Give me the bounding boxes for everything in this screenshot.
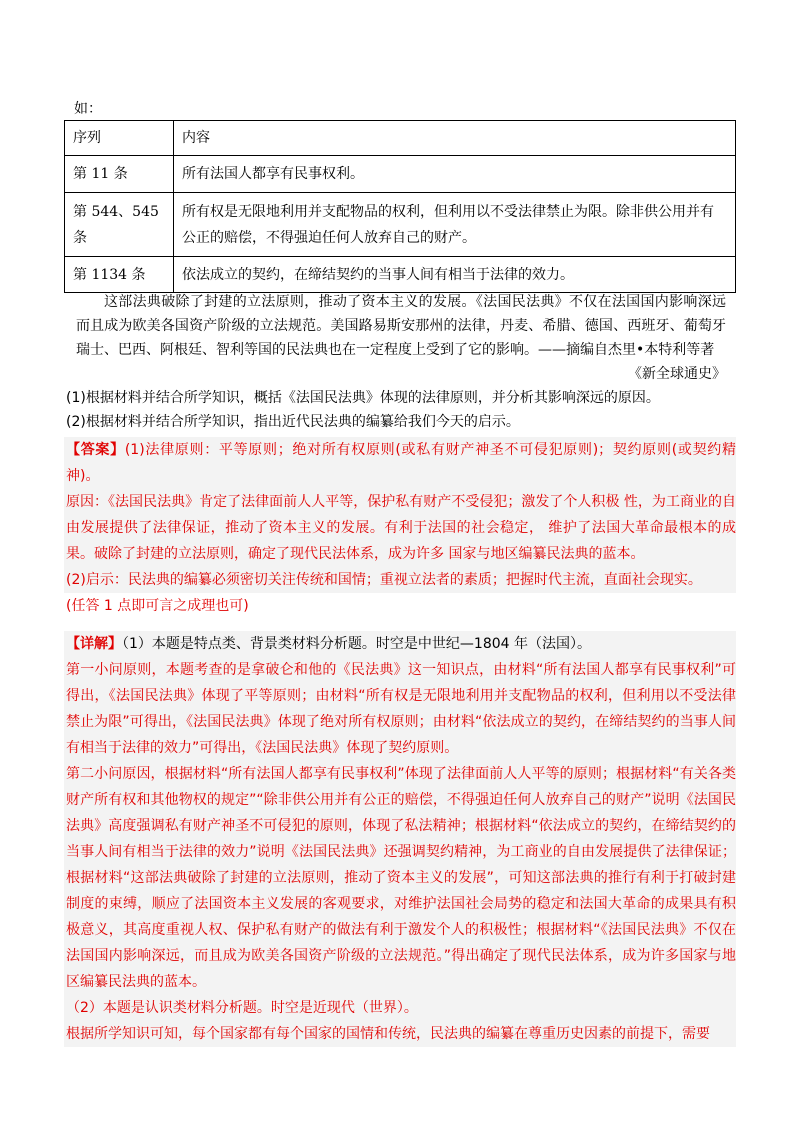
- question-2: (2)根据材料并结合所学知识，指出近代民法典的编纂给我们今天的启示。: [66, 414, 520, 430]
- answer-line-1: [66, 437, 736, 489]
- questions-block: [66, 386, 736, 434]
- passage-source: 《新全球通史》: [628, 366, 726, 382]
- answer-tag: 【答案】: [66, 442, 125, 458]
- detail-paragraph-3: （2）本题是认识类材料分析题。时空是近现代（世界）。: [66, 1000, 418, 1016]
- answer-line-3: (2)启示：民法典的编纂必须密切关注传统和国情；重视立法者的素质；把握时代主流，直面社会现实。: [66, 572, 702, 588]
- table-cell-content: 依法成立的契约，在缔结契约的当事人间有相当于法律的效力。: [174, 257, 736, 293]
- table-row: [65, 193, 736, 257]
- table-row: [65, 257, 736, 293]
- detail-first: （1）本题是特点类、背景类材料分析题。时空是中世纪—1804 年（法国）。: [122, 636, 591, 652]
- table-header-content: 内容: [174, 121, 736, 156]
- table-header-row: [65, 121, 736, 156]
- table-header-seq: 序列: [65, 121, 174, 156]
- question-1: (1)根据材料并结合所学知识，概括《法国民法典》体现的法律原则，并分析其影响深远的原因。: [66, 390, 660, 406]
- detail-block: [64, 631, 736, 1047]
- source-passage: [76, 290, 726, 386]
- detail-paragraph-4: 根据所学知识可知，每个国家都有每个国家的国情和传统，民法典的编纂在尊重历史因素的前提下，需要: [66, 1026, 710, 1042]
- answer-line-2: 原因：《法国民法典》肯定了法律面前人人平等，保护私有财产不受侵犯；激发了个人积极 性，为工商业的自由发展提供了法律保证，推动了资本主义的发展。有利于法国的社会稳定， 维护了法国大革命最根本的成果。破除了封建的立法原则，确定了现代民法体系，成为许多 国家与地区编纂民法典的蓝本。: [66, 494, 736, 562]
- answer-text-1: (1)法律原则：平等原则；绝对所有权原则(或私有财产神圣不可侵犯原则)；契约原则(或契约精神)。: [66, 442, 736, 484]
- detail-tag: 【详解】: [66, 636, 122, 652]
- law-articles-table: [64, 120, 736, 293]
- detail-intro: [66, 631, 736, 657]
- detail-paragraph-2: 第二小问原因，根据材料“所有法国人都享有民事权利”体现了法律面前人人平等的原则；根据材料“有关各类财产所有权和其他物权的规定”“除非供公用并有公正的赔偿，不得强迫任何人放弃自己的财产”说明《法国民法典》高度强调私有财产神圣不可侵犯的原则，体现了私法精神；根据材料“依法成立的契约，在缔结契约的当事人间有相当于法律的效力”说明《法国民法典》还强调契约精神，为工商业的自由发展提供了法律保证；根据材料“这部法典破除了封建的立法原则，推动了资本主义的发展”，可知这部法典的推行有利于打破封建制度的束缚，顺应了法国资本主义发展的客观要求，对维护法国社会局势的稳定和法国大革命的成果具有积极意义，其高度重视人权、保护私有财产的做法有利于激发个人的积极性；根据材料“《法国民法典》不仅在法国国内影响深远，而且成为欧美各国资产阶级的立法规范。”得出确定了现代民法体系，成为许多国家与地区编纂民法典的蓝本。: [66, 766, 736, 990]
- table-cell-seq: 第 11 条: [65, 156, 174, 193]
- table-cell-seq: 第 1134 条: [65, 257, 174, 293]
- table-cell-seq: 第 544、545 条: [65, 193, 174, 257]
- intro-text: 如：: [74, 101, 102, 117]
- table-cell-content: 所有权是无限地利用并支配物品的权利，但利用以不受法律禁止为限。除非供公用并有公正的赔偿，不得强迫任何人放弃自己的财产。: [174, 193, 736, 257]
- answer-block: [64, 437, 736, 614]
- answer-line-4: (任答 1 点即可言之成理也可): [66, 598, 249, 614]
- table-cell-content: 所有法国人都享有民事权利。: [174, 156, 736, 193]
- detail-paragraph-1: 第一小问原则，本题考查的是拿破仑和他的《民法典》这一知识点，由材料“所有法国人都享有民事权利”可得出，《法国民法典》体现了平等原则；由材料“所有权是无限地利用并支配物品的权利，但利用以不受法律禁止为限”可得出，《法国民法典》体现了绝对所有权原则；由材料“依法成立的契约，在缔结契约的当事人间有相当于法律的效力”可得出，《法国民法典》体现了契约原则。: [66, 662, 736, 756]
- table-row: [65, 156, 736, 193]
- passage-body: 这部法典破除了封建的立法原则，推动了资本主义的发展。《法国民法典》不仅在法国国内影响深远而且成为欧美各国资产阶级的立法规范。美国路易斯安那州的法律，丹麦、希腊、德国、西班牙、葡萄牙瑞士、巴西、阿根廷、智利等国的民法典也在一定程度上受到了它的影响。——摘编自杰里•本特利等著: [76, 294, 726, 358]
